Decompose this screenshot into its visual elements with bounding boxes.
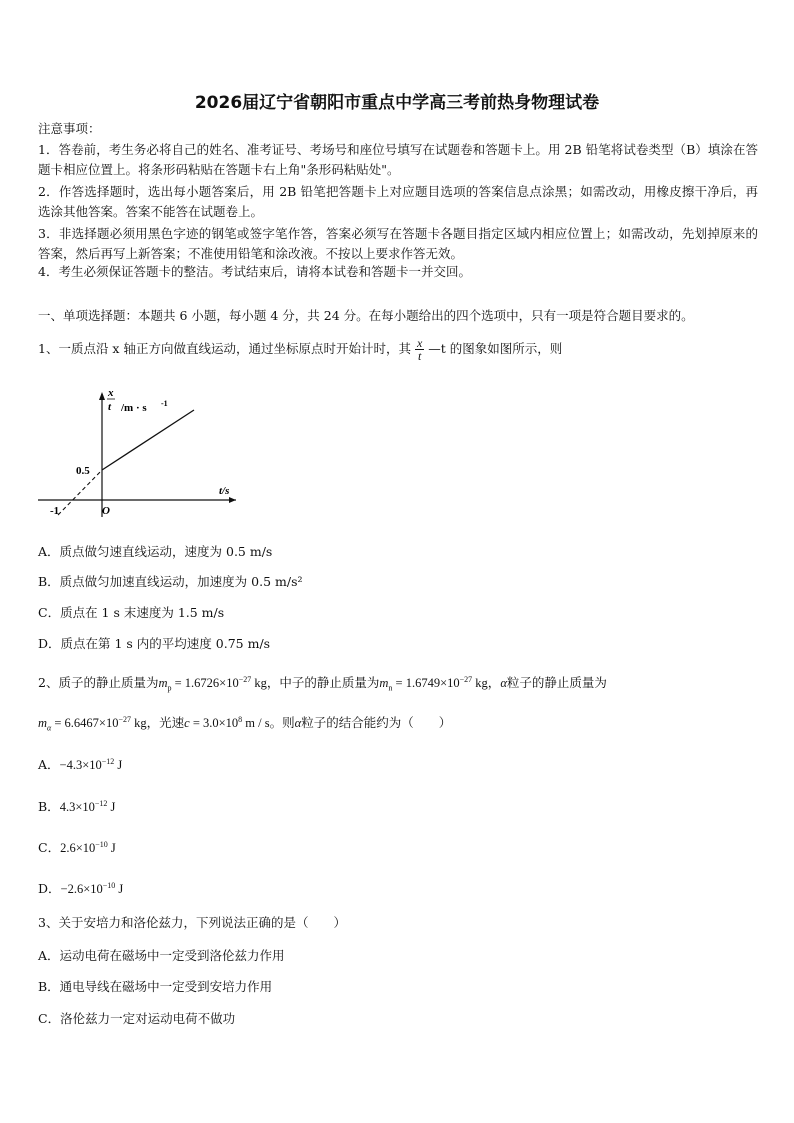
x-label: t/s	[219, 485, 230, 497]
notice-item-4: 4．考生必须保证答题卡的整洁。考试结束后，请将本试卷和答题卡一并交回。	[38, 264, 471, 279]
q2-ma-unit: kg	[130, 716, 147, 731]
q2-opt-d-unit: J	[115, 882, 124, 896]
q2-opt-a-val: −4.3×10	[59, 758, 102, 772]
q2-c: c	[184, 716, 190, 731]
notice-item-1: 1．答卷前，考生务必将自己的姓名、准考证号、考场号和座位号填写在试题卷和答题卡上。用 2B 铅笔将试卷类型（B）填涂在答题卡相应位置上。将条形码粘贴在答题卡右上角"条形码粘贴处"。	[38, 142, 758, 177]
q2-text-2: ，中子的静止质量为	[266, 675, 380, 691]
notice-heading: 注意事项：	[38, 121, 101, 136]
q2-text-4: 粒子的静止质量为	[506, 675, 607, 691]
q2-c-unit: m / s	[242, 716, 270, 731]
y-label-den: t	[108, 401, 112, 413]
q3-option-a: A．运动电荷在磁场中一定受到洛伦兹力作用	[38, 948, 285, 963]
q3-option-b: B．通电导线在磁场中一定受到安培力作用	[38, 979, 273, 994]
y-unit-exp: -1	[161, 399, 168, 408]
q2-mp-val: = 1.6726×10	[171, 676, 239, 691]
q2-opt-d-label: D．	[38, 881, 61, 896]
data-line	[102, 410, 194, 470]
q3-option-c: C．洛伦兹力一定对运动电荷不做功	[38, 1011, 236, 1026]
q1-frac-num: x	[416, 336, 423, 350]
q2-opt-c-unit: J	[107, 841, 116, 855]
q2-option-d	[38, 879, 123, 897]
question-3-stem: 3、关于安培力和洛伦兹力，下列说法正确的是（ ）	[38, 915, 346, 930]
q2-opt-b-label: B．	[38, 799, 60, 814]
q2-ma-exp: −27	[118, 715, 131, 724]
question-2-stem-line1	[38, 670, 607, 699]
q2-text-5: ，光速	[146, 715, 185, 731]
section-heading: 一、单项选择题：本题共 6 小题，每小题 4 分，共 24 分。在每小题给出的四个选项中，只有一项是符合题目要求的。	[38, 308, 694, 323]
q2-c-exp: 8	[238, 715, 243, 724]
q2-opt-a-label: A．	[38, 757, 60, 772]
q2-opt-c-exp: −10	[95, 839, 108, 849]
x-axis-arrow	[229, 497, 236, 503]
q1-frac-den: t	[417, 349, 422, 363]
page-title: 2026届辽宁省朝阳市重点中学高三考前热身物理试卷	[194, 93, 600, 113]
q1-option-a: A．质点做匀速直线运动，速度为 0.5 m/s	[38, 544, 273, 559]
q2-mn-sub: n	[388, 683, 393, 693]
q2-opt-d-exp: −10	[102, 880, 116, 890]
q2-ma: m	[38, 716, 48, 731]
q2-ma-sub: α	[47, 723, 52, 733]
q2-mp-sub: p	[167, 683, 172, 693]
question-2-stem-line2	[38, 710, 451, 739]
q2-mp-exp: −27	[238, 675, 252, 684]
q2-opt-b-exp: −12	[94, 798, 108, 808]
x-neg-label: -1	[50, 505, 60, 517]
y0-label: 0.5	[76, 465, 90, 477]
q2-mn-exp: −27	[459, 675, 473, 684]
q2-ma-val: = 6.6467×10	[51, 716, 119, 731]
q2-mn: m	[379, 676, 389, 691]
notice-item-2: 2．作答选择题时，选出每小题答案后，用 2B 铅笔把答题卡上对应题目选项的答案信息点涂黑；如需改动，用橡皮擦干净后，再选涂其他答案。答案不能答在试题卷上。	[38, 184, 758, 219]
q1-option-d: D．质点在第 1 s 内的平均速度 0.75 m/s	[38, 636, 271, 651]
q2-opt-b-unit: J	[107, 800, 116, 814]
notice-item-3: 3．非选择题必须用黑色字迹的钢笔或签字笔作答，答案必须写在答题卡各题目指定区域内相应位置上；如需改动，先划掉原来的答案，然后再写上新答案；不准使用铅笔和涂改液。不按以上要求作答无效。	[38, 226, 758, 261]
q2-opt-a-exp: −12	[101, 756, 115, 766]
q2-alpha-1: α	[500, 676, 507, 691]
q2-opt-b-val: 4.3×10	[59, 800, 95, 814]
q2-mn-val: = 1.6749×10	[392, 676, 460, 691]
q2-opt-d-val: −2.6×10	[60, 882, 103, 896]
q1-stem-post: —t 的图象如图所示，则	[428, 341, 563, 356]
q2-opt-a-unit: J	[114, 758, 123, 772]
q2-option-a	[38, 755, 122, 773]
y-label-num: x	[108, 387, 114, 399]
origin-label: O	[102, 505, 110, 517]
q2-mn-unit: kg	[472, 676, 488, 691]
q2-text-7: 粒子的结合能约为（ ）	[301, 715, 452, 731]
q2-text-3: ，	[487, 675, 501, 691]
y-axis-arrow	[99, 392, 105, 400]
q2-opt-c-val: 2.6×10	[60, 841, 96, 855]
q2-alpha-2: α	[294, 716, 302, 731]
q2-option-c	[38, 838, 116, 856]
q2-mp: m	[158, 676, 168, 691]
q1-option-c: C．质点在 1 s 末速度为 1.5 m/s	[38, 605, 225, 620]
q1-fraction	[415, 337, 424, 362]
q2-opt-c-label: C．	[38, 840, 61, 855]
q2-option-b	[38, 797, 115, 815]
q1-graph	[36, 382, 246, 522]
q2-text-1: 2、质子的静止质量为	[38, 675, 159, 691]
q1-stem-pre: 1、一质点沿 x 轴正方向做直线运动，通过坐标原点时开始计时，其	[38, 341, 411, 356]
q2-mp-unit: kg	[251, 676, 267, 691]
question-1-stem	[38, 337, 562, 362]
q2-text-6: 。则	[269, 715, 295, 731]
q1-option-b: B．质点做匀加速直线运动，加速度为 0.5 m/s²	[38, 574, 303, 589]
q2-c-val: = 3.0×10	[189, 716, 239, 731]
y-unit: /m · s	[121, 402, 147, 414]
